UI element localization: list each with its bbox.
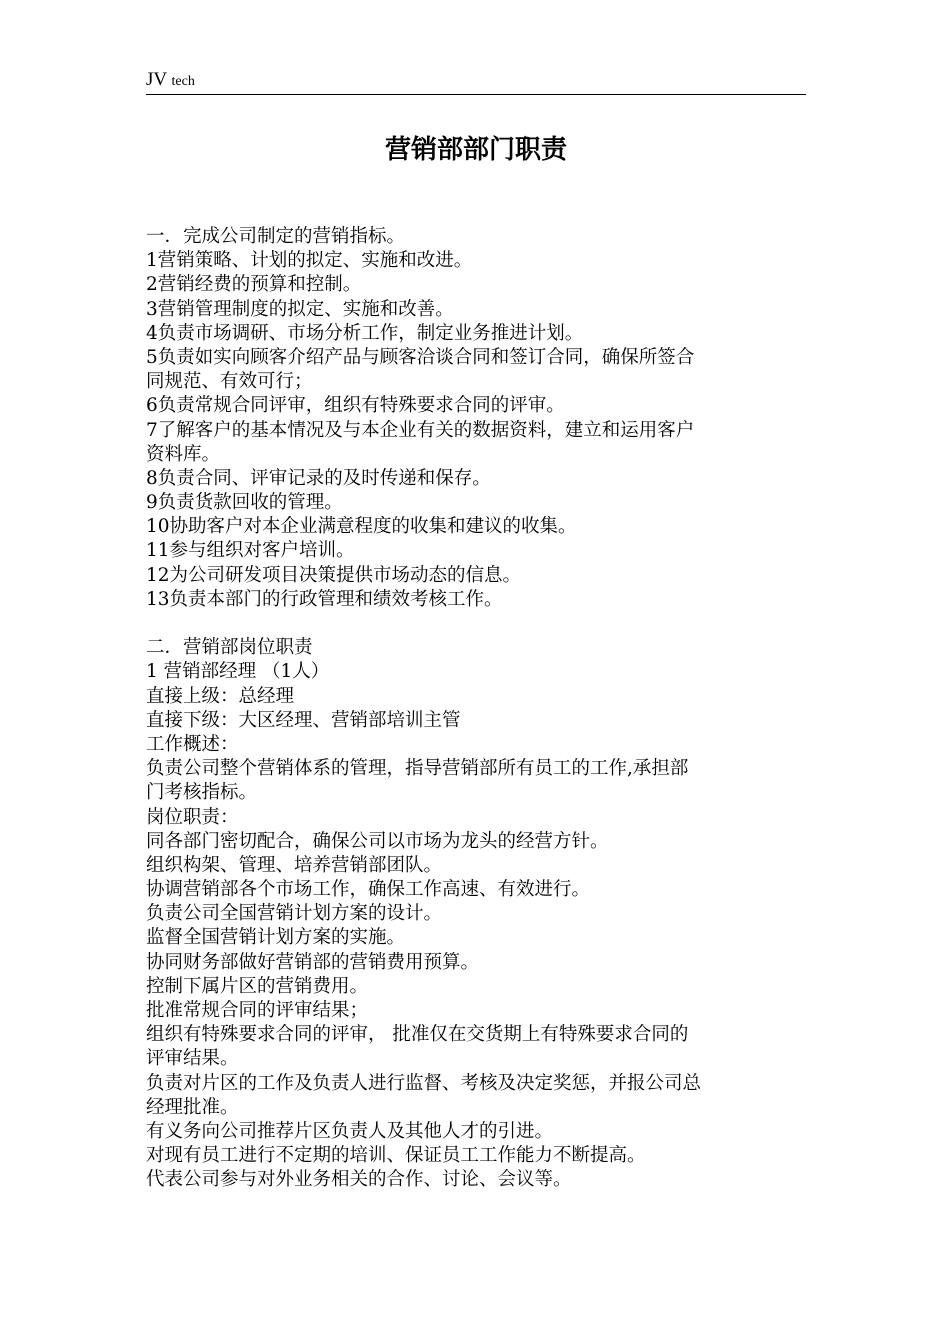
document-title: 营销部部门职责 bbox=[384, 135, 567, 165]
section2-line: 岗位职责： bbox=[146, 806, 239, 828]
section2-line: 负责对片区的工作及负责人进行监督、考核及决定奖惩，并报公司总 bbox=[146, 1072, 702, 1094]
section2-line: 协调营销部各个市场工作，确保工作高速、有效进行。 bbox=[146, 879, 591, 901]
section2-line: 批准常规合同的评审结果； bbox=[146, 1000, 369, 1021]
section2-line: 组织有特殊要求合同的评审， 批准仅在交货期上有特殊要求合同的 bbox=[146, 1024, 689, 1046]
section2-line: 直接上级：总经理 bbox=[146, 685, 295, 707]
section2-line: 有义务向公司推荐片区负责人及其他人才的引进。 bbox=[146, 1120, 554, 1142]
section-gap bbox=[146, 612, 806, 636]
section1-line: 13负责本部门的行政管理和绩效考核工作。 bbox=[146, 588, 503, 610]
section1-line: 9负责货款回收的管理。 bbox=[146, 492, 343, 514]
section1-line: 4负责市场调研、市场分析工作，制定业务推进计划。 bbox=[146, 322, 584, 344]
section2-line: 负责公司整个营销体系的管理，指导营销部所有员工的工作,承担部 bbox=[146, 758, 689, 780]
header-brand bbox=[146, 69, 195, 90]
header-brand-main: JV bbox=[146, 69, 167, 90]
section1-line: 7了解客户的基本情况及与本企业有关的数据资料，建立和运用客户 bbox=[146, 419, 695, 441]
section1-line: 1营销策略、计划的拟定、实施和改进。 bbox=[146, 250, 473, 272]
section1-line: 资料库。 bbox=[146, 443, 221, 465]
section2-line: 1 营销部经理 （1人） bbox=[146, 661, 330, 683]
section2-line: 代表公司参与对外业务相关的合作、讨论、会议等。 bbox=[146, 1169, 572, 1191]
section1-line: 5负责如实向顾客介绍产品与顾客洽谈合同和签订合同，确保所签合 bbox=[146, 346, 695, 368]
section2-line: 监督全国营销计划方案的实施。 bbox=[146, 927, 406, 949]
section1-line: 11参与组织对客户培训。 bbox=[146, 540, 355, 562]
document-body bbox=[146, 225, 806, 1193]
header-brand-sub: tech bbox=[171, 74, 195, 89]
section2-line: 组织构架、管理、培养营销部团队。 bbox=[146, 854, 443, 876]
section1-line: 10协助客户对本企业满意程度的收集和建议的收集。 bbox=[146, 516, 577, 538]
section1-line: 2营销经费的预算和控制。 bbox=[146, 274, 362, 296]
section2-line: 经理批准。 bbox=[146, 1096, 239, 1118]
section1-line: 8负责合同、评审记录的及时传递和保存。 bbox=[146, 467, 491, 489]
section2-line: 直接下级：大区经理、营销部培训主管 bbox=[146, 709, 461, 731]
section2-line: 协同财务部做好营销部的营销费用预算。 bbox=[146, 951, 480, 973]
section2-heading: 二．营销部岗位职责 bbox=[146, 637, 313, 659]
section1-line: 同规范、有效可行； bbox=[146, 371, 313, 393]
page-header bbox=[146, 68, 806, 95]
section1-heading: 一．完成公司制定的营销指标。 bbox=[146, 226, 406, 247]
section2-line: 评审结果。 bbox=[146, 1048, 239, 1070]
section2-line: 工作概述： bbox=[146, 733, 239, 755]
section1-line: 12为公司研发项目决策提供市场动态的信息。 bbox=[146, 564, 522, 586]
section2-line: 对现有员工进行不定期的培训、保证员工工作能力不断提高。 bbox=[146, 1145, 646, 1167]
section2-line: 同各部门密切配合，确保公司以市场为龙头的经营方针。 bbox=[146, 830, 609, 852]
section2-line: 门考核指标。 bbox=[146, 782, 258, 804]
section2-line: 负责公司全国营销计划方案的设计。 bbox=[146, 903, 443, 925]
section2-line: 控制下属片区的营销费用。 bbox=[146, 975, 369, 997]
section1-line: 3营销管理制度的拟定、实施和改善。 bbox=[146, 298, 454, 320]
section1-line: 6负责常规合同评审，组织有特殊要求合同的评审。 bbox=[146, 395, 565, 417]
